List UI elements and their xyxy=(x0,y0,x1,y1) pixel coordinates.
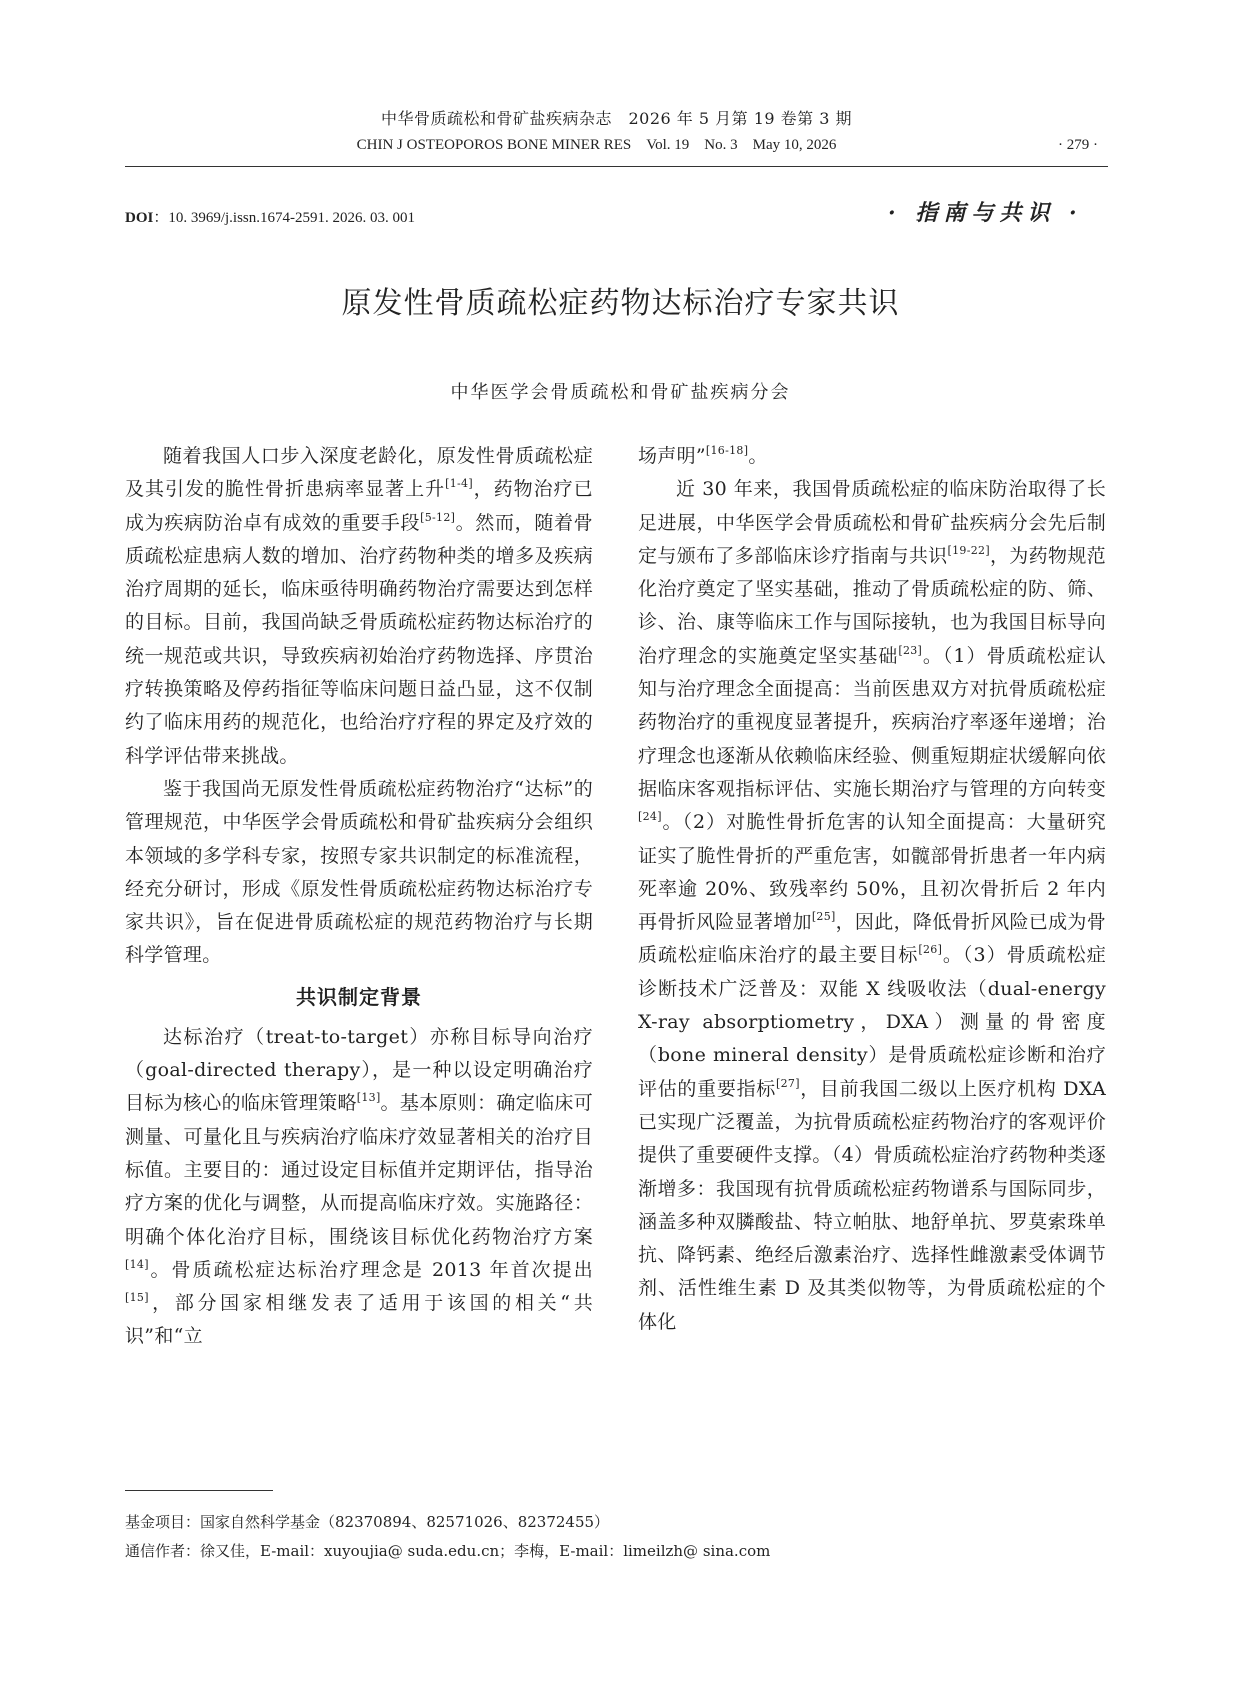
citation: [5-12] xyxy=(420,510,456,524)
article-author: 中华医学会骨质疏松和骨矿盐疾病分会 xyxy=(450,382,791,403)
doi xyxy=(125,206,415,227)
footnotes xyxy=(125,1508,770,1566)
citation: [25] xyxy=(811,910,836,924)
citation: [27] xyxy=(776,1076,800,1090)
running-header xyxy=(125,106,1108,158)
paragraph: 鉴于我国尚无原发性骨质疏松症药物治疗“达标”的管理规范，中华医学会骨质疏松和骨矿盐疾病分会组织本领域的多学科专家，按照专家共识制定的标准流程，经充分研讨，形成《原发性骨质疏松症药物达标治疗专家共识》，旨在促进骨质疏松症的规范药物治疗与长期科学管理。 xyxy=(125,777,593,967)
page-number: · 279 · xyxy=(1058,137,1098,153)
paragraph: 随着我国人口步入深度老龄化，原发性骨质疏松症及其引发的脆性骨折患病率显著上升[1-4]，药物治疗已成为疾病防治卓有成效的重要手段[5-12]。然而，随着骨质疏松症患病人数的增加、治疗药物种类的增多及疾病治疗周期的延长，临床亟待明确药物治疗需要达到怎样的目标。目前，我国尚缺乏骨质疏松症药物达标治疗的统一规范或共识，导致疾病初始治疗药物选择、序贯治疗转换策略及停药指征等临床问题日益凸显，这不仅制约了临床用药的规范化，也给治疗疗程的界定及疗效的科学评估带来挑战。 xyxy=(125,445,593,767)
left-column xyxy=(125,440,593,1354)
correspondence-note: 通信作者：徐又佳，E-mail：xuyoujia@ suda.edu.cn；李梅，E-mail：limeilzh@ sina.com xyxy=(125,1542,771,1560)
column-tag: · 指南与共识 · xyxy=(888,200,1083,226)
doi-label: DOI xyxy=(125,210,154,226)
citation: [26] xyxy=(918,943,943,957)
journal-title-en: CHIN J OSTEOPOROS BONE MINER RES Vol. 19 No. 3 May 10, 2026 xyxy=(356,137,837,153)
funding-note: 基金项目：国家自然科学基金（82370894、82571026、82372455） xyxy=(125,1513,610,1531)
paragraph: 近 30 年来，我国骨质疏松症的临床防治取得了长足进展，中华医学会骨质疏松和骨矿盐疾病分会先后制定与颁布了多部临床诊疗指南与共识[19-22]，为药物规范化治疗奠定了坚实基础，推动了骨质疏松症的防、筛、诊、治、康等临床工作与国际接轨，也为我国目标导向治疗理念的实施奠定坚实基础[23]。（1）骨质疏松症认知与治疗理念全面提高：当前医患双方对抗骨质疏松症药物治疗的重视度显著提升，疾病治疗率逐年递增；治疗理念也逐渐从依赖临床经验、侧重短期症状缓解向依据临床客观指标评估、实施长期治疗与管理的方向转变[24]。（2）对脆性骨折危害的认知全面提高：大量研究证实了脆性骨折的严重危害，如髋部骨折患者一年内病死率逾 20%、致残率约 50%，且初次骨折后 2 年内再骨折风险显著增加[25]，因此，降低骨折风险已成为骨质疏松症临床治疗的最主要目标[26]。（3）骨质疏松症诊断技术广泛普及：双能 X 线吸收法（dual-energy X-ray absorptiometry，DXA）测量的骨密度（bone mineral density）是骨质疏松症诊断和治疗评估的重要指标[27]，目前我国二级以上医疗机构 DXA 已实现广泛覆盖，为抗骨质疏松症药物治疗的客观评价提供了重要硬件支撑。（4）骨质疏松症治疗药物种类逐渐增多：我国现有抗骨质疏松症药物谱系与国际同步，涵盖多种双膦酸盐、特立帕肽、地舒单抗、罗莫索珠单抗、降钙素、绝经后激素治疗、选择性雌激素受体调节剂、活性维生素 D 及其类似物等，为骨质疏松症的个体化 xyxy=(638,478,1107,1333)
article-title: 原发性骨质疏松症药物达标治疗专家共识 xyxy=(341,286,900,321)
paragraph-continued: 场声明”[16-18]。 xyxy=(638,444,768,467)
journal-title-en-row xyxy=(125,132,1108,158)
citation: [19-22] xyxy=(947,543,990,557)
right-column xyxy=(638,440,1106,1339)
citation: [16-18] xyxy=(705,444,749,457)
paragraph: 达标治疗（treat-to-target）亦称目标导向治疗（goal-directed therapy），是一种以设定明确治疗目标为核心的临床管理策略[13]。基本原则：确定临床可测量、可量化且与疾病治疗临床疗效显著相关的治疗目标值。主要目的：通过设定目标值并定期评估，指导治疗方案的优化与调整，从而提高临床疗效。实施路径：明确个体化治疗目标，围绕该目标优化药物治疗方案[14]。骨质疏松症达标治疗理念是 2013 年首次提出[15]，部分国家相继发表了适用于该国的相关“共识”和“立 xyxy=(125,1025,593,1348)
footnote-divider xyxy=(125,1490,273,1491)
header-divider xyxy=(125,166,1108,167)
citation: [1-4] xyxy=(445,477,473,491)
doi-value: ：10. 3969/j.issn.1674-2591. 2026. 03. 001 xyxy=(153,210,416,226)
citation: [13] xyxy=(356,1091,381,1105)
citation: [24] xyxy=(638,810,662,824)
journal-title-cn: 中华骨质疏松和骨矿盐疾病杂志 2026 年 5 月第 19 卷第 3 期 xyxy=(380,109,853,128)
section-heading: 共识制定背景 xyxy=(296,984,422,1009)
citation: [23] xyxy=(898,643,923,657)
citation: [15] xyxy=(125,1291,149,1305)
citation: [14] xyxy=(125,1257,149,1271)
